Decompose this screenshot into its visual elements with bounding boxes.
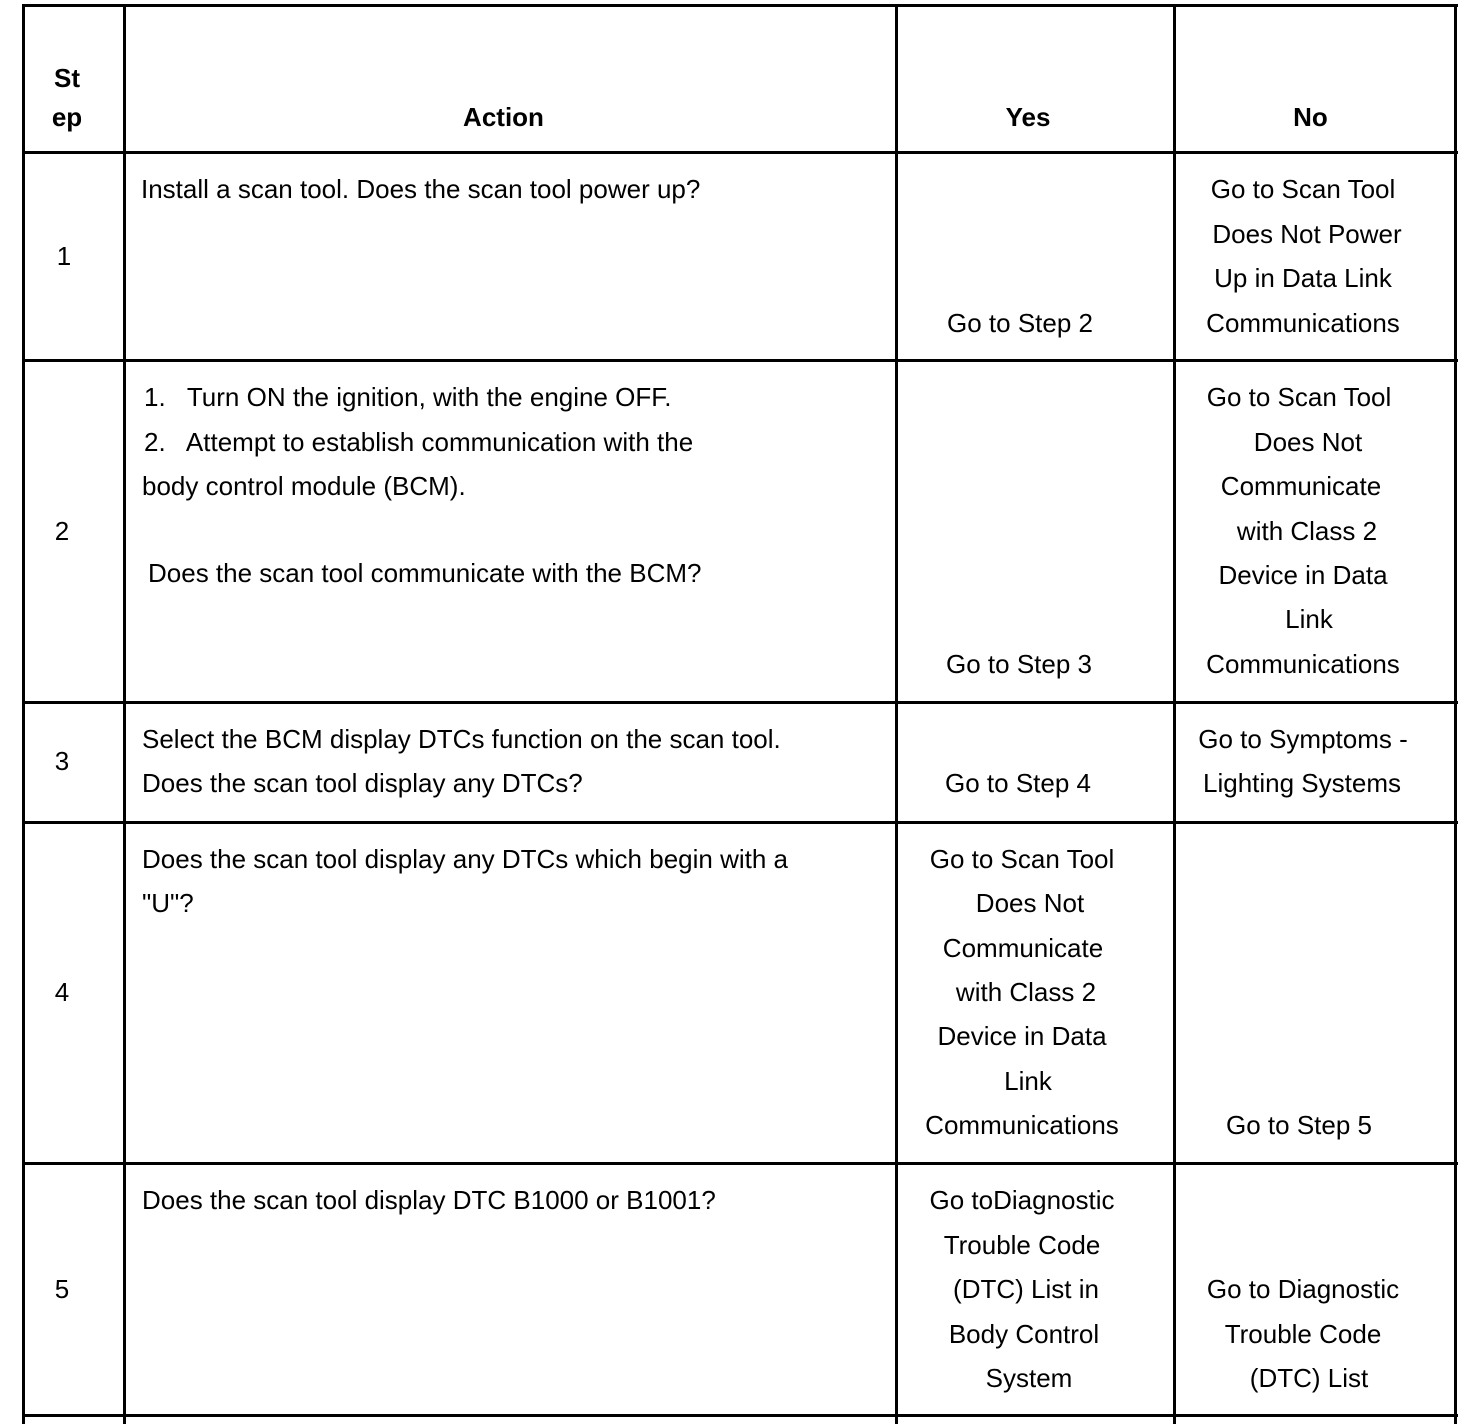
row2-no-line4: with Class 2 [1236, 516, 1378, 546]
row5-no-line1: Go to Diagnostic [1206, 1274, 1400, 1304]
row3-action-line2: Does the scan tool display any DTCs? [142, 768, 583, 798]
table-rule-left [22, 4, 25, 1424]
row1-no-line2: Does Not Power [1212, 219, 1402, 249]
table-rule-step [123, 4, 126, 1424]
row3-action-line1: Select the BCM display DTCs function on the scan tool. [142, 724, 781, 754]
table-rule-header [22, 151, 1458, 154]
row5-yes-line4: Body Control [948, 1319, 1100, 1349]
table-rule-row5 [22, 1414, 1458, 1417]
row3-step: 3 [54, 746, 70, 776]
row4-yes-line7: Communications [925, 1110, 1119, 1140]
row3-no-line1: Go to Symptoms - [1198, 724, 1408, 754]
row2-action-line3: body control module (BCM). [142, 471, 466, 501]
row2-no-line6: Link [1285, 604, 1333, 634]
row3-yes-line1: Go to Step 4 [945, 768, 1091, 798]
row5-yes-line3: (DTC) List in [953, 1274, 1099, 1304]
row4-action-line2: "U"? [142, 888, 194, 918]
row2-action-line2: 2. Attempt to establish communication with the [144, 427, 694, 457]
row5-no-line2: Trouble Code [1224, 1319, 1382, 1349]
row5-yes-line2: Trouble Code [943, 1230, 1101, 1260]
row5-step: 5 [54, 1274, 70, 1304]
row4-yes-line1: Go to Scan Tool [929, 844, 1115, 874]
row2-no-line5: Device in Data [1218, 560, 1388, 590]
table-rule-row4 [22, 1162, 1458, 1165]
row2-action-line1: 1. Turn ON the ignition, with the engine OFF. [144, 382, 672, 412]
row4-yes-line5: Device in Data [937, 1021, 1107, 1051]
row5-yes-line1: Go toDiagnostic [929, 1185, 1115, 1215]
row4-no-line1: Go to Step 5 [1226, 1110, 1372, 1140]
row3-no-line2: Lighting Systems [1203, 768, 1401, 798]
table-rule-right [1454, 4, 1457, 1424]
row5-yes-line5: System [985, 1363, 1073, 1393]
row2-no-line3: Communicate [1220, 471, 1382, 501]
row1-no-line4: Communications [1206, 308, 1400, 338]
table-rule-row2 [22, 701, 1458, 704]
row1-no-line3: Up in Data Link [1214, 263, 1392, 293]
row2-action-line4: Does the scan tool communicate with the BCM? [148, 558, 702, 588]
header-action: Action [463, 102, 544, 132]
header-step-line1: St [54, 63, 80, 93]
row2-no-line1: Go to Scan Tool [1206, 382, 1392, 412]
row2-step: 2 [54, 516, 70, 546]
row4-yes-line3: Communicate [942, 933, 1104, 963]
header-no: No [1293, 102, 1328, 132]
row4-yes-line6: Link [1004, 1066, 1052, 1096]
row1-action-line1: Install a scan tool. Does the scan tool power up? [141, 174, 701, 204]
header-step-line2: ep [51, 102, 83, 132]
row5-no-line3: (DTC) List [1249, 1363, 1369, 1393]
row4-yes-line2: Does Not [975, 888, 1085, 918]
row1-yes-line1: Go to Step 2 [947, 308, 1093, 338]
row4-yes-line4: with Class 2 [955, 977, 1097, 1007]
row5-action-line1: Does the scan tool display DTC B1000 or B1001? [142, 1185, 716, 1215]
row4-action-line1: Does the scan tool display any DTCs which begin with a [142, 844, 788, 874]
row2-no-line7: Communications [1206, 649, 1400, 679]
table-rule-row1 [22, 359, 1458, 362]
row1-step: 1 [56, 241, 72, 271]
row2-no-line2: Does Not [1253, 427, 1363, 457]
header-yes: Yes [1005, 102, 1051, 132]
row2-yes-line1: Go to Step 3 [946, 649, 1092, 679]
table-rule-top [22, 4, 1458, 7]
table-rule-yes [1173, 4, 1176, 1424]
row1-no-line1: Go to Scan Tool [1210, 174, 1396, 204]
row4-step: 4 [54, 977, 70, 1007]
table-rule-row3 [22, 821, 1458, 824]
